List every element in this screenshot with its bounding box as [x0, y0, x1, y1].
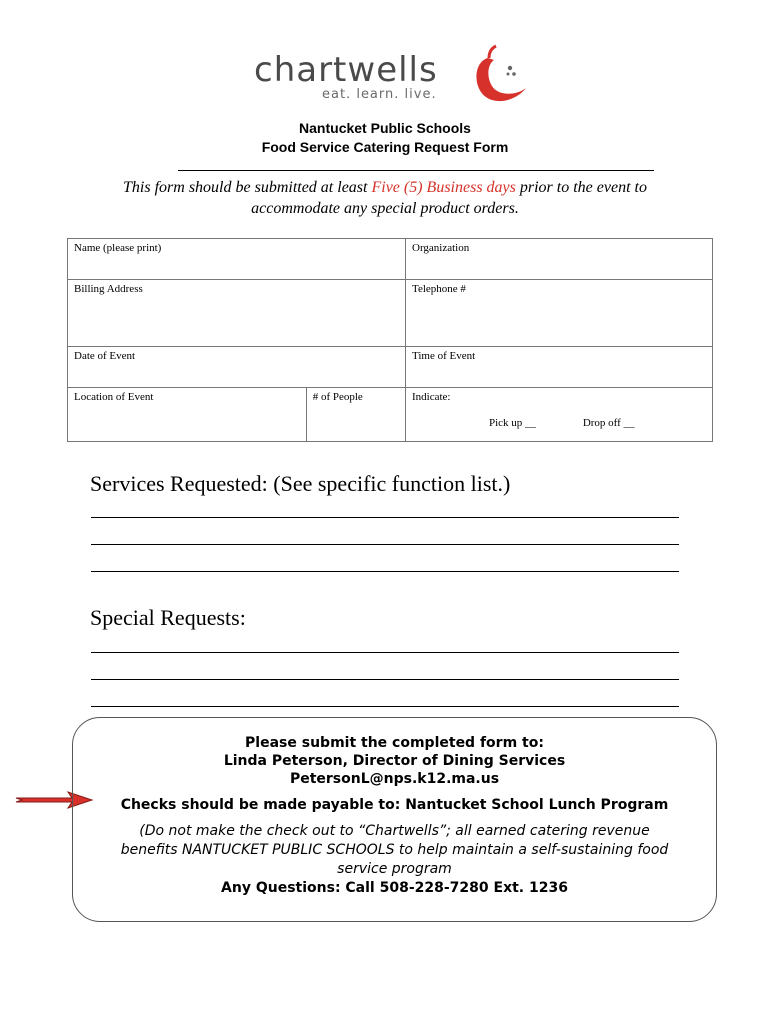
name-field[interactable] [68, 239, 406, 280]
intro-line-1 [60, 178, 710, 198]
logo-tagline: eat. learn. live. [322, 87, 437, 102]
date-field[interactable] [68, 347, 406, 388]
logo-wordmark: chartwells [254, 50, 438, 90]
special-line-1[interactable] [91, 652, 679, 653]
name-label: Name (please print) [74, 242, 162, 254]
people-label: # of People [312, 391, 363, 403]
organization-heading: Nantucket Public Schools [299, 120, 471, 136]
intro-highlight: Five (5) Business days [371, 179, 516, 196]
indicate-label: Indicate: [412, 391, 451, 403]
submit-instruction: Please submit the completed form to: [245, 735, 544, 751]
organization-field[interactable] [406, 239, 713, 280]
intro-text-end: prior to the event to [515, 179, 647, 196]
special-line-3[interactable] [91, 706, 679, 707]
billing-label: Billing Address [74, 283, 143, 295]
dropoff-option[interactable]: Drop off __ [582, 417, 635, 429]
check-note-line-2: benefits NANTUCKET PUBLIC SCHOOLS to help maintain a self-sustaining food [120, 842, 669, 858]
location-label: Location of Event [74, 391, 154, 403]
contact-email[interactable]: PetersonL@nps.k12.ma.us [289, 771, 500, 787]
checks-payable: Checks should be made payable to: Nantucket School Lunch Program [120, 797, 669, 813]
check-note-line-3: service program [337, 861, 452, 877]
check-note-line-1: (Do not make the check out to “Chartwells”; all earned catering revenue [139, 823, 650, 839]
submission-info-box [72, 717, 717, 922]
request-form-table [67, 238, 713, 442]
intro-text-start: This form should be submitted at least [123, 179, 372, 196]
service-type-options [412, 417, 706, 429]
pickup-option[interactable]: Pick up __ [489, 417, 537, 429]
telephone-label: Telephone # [412, 283, 466, 295]
services-heading: Services Requested: (See specific function list.) [90, 471, 511, 496]
intro-line-2: accommodate any special product orders. [251, 200, 519, 217]
date-label: Date of Event [74, 350, 136, 362]
telephone-field[interactable] [406, 280, 713, 347]
chartwells-logo [250, 44, 530, 104]
people-field[interactable] [306, 388, 405, 442]
time-field[interactable] [406, 347, 713, 388]
organization-label: Organization [412, 242, 470, 254]
apple-c-logo-icon [462, 44, 530, 104]
services-line-3[interactable] [91, 571, 679, 572]
time-label: Time of Event [412, 350, 476, 362]
title-rule [178, 170, 654, 171]
special-line-2[interactable] [91, 679, 679, 680]
indicate-field [406, 388, 713, 442]
questions-contact: Any Questions: Call 508-228-7280 Ext. 1236 [221, 880, 568, 896]
form-title: Food Service Catering Request Form [261, 139, 509, 155]
services-line-1[interactable] [91, 517, 679, 518]
special-requests-heading: Special Requests: [90, 605, 246, 630]
contact-name: Linda Peterson, Director of Dining Services [223, 753, 566, 769]
billing-address-field[interactable] [68, 280, 406, 347]
location-field[interactable] [68, 388, 307, 442]
services-line-2[interactable] [91, 544, 679, 545]
